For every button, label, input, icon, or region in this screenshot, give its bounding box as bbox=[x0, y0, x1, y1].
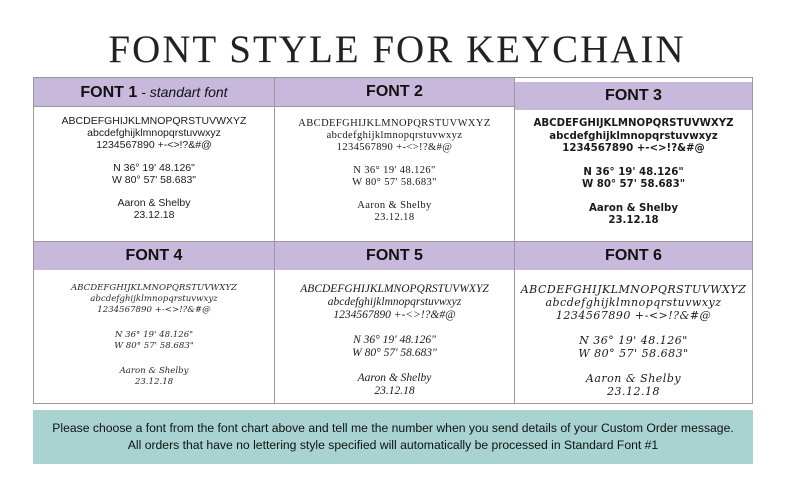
sample-numbers: 1234567890 +-<>!?&#@ bbox=[96, 139, 212, 151]
sample-lat: N 36° 19' 48.126" bbox=[353, 165, 436, 176]
font-5-header bbox=[275, 242, 514, 270]
sample-lon: W 80° 57' 58.683" bbox=[111, 174, 197, 186]
sample-lowercase: abcdefghijklmnopqrstuvwxyz bbox=[327, 296, 462, 308]
font-5-label: FONT 5 bbox=[366, 247, 423, 264]
sample-numbers: 1234567890 +-<>!?&#@ bbox=[562, 143, 705, 154]
font-2-sample bbox=[275, 106, 514, 241]
sample-names: Aaron & Shelby bbox=[357, 372, 432, 384]
font-3-label: FONT 3 bbox=[605, 87, 662, 104]
sample-numbers: 1234567890 +-<>!?&#@ bbox=[97, 305, 211, 315]
font-1-cell bbox=[34, 78, 274, 241]
font-3-header bbox=[515, 82, 752, 110]
sample-date: 23.12.18 bbox=[133, 209, 175, 221]
sample-date: 23.12.18 bbox=[608, 215, 659, 226]
sample-lat: N 36° 19' 48.126" bbox=[353, 334, 436, 346]
sample-uppercase: ABCDEFGHIJKLMNOPQRSTUVWXYZ bbox=[533, 118, 734, 129]
sample-lowercase: abcdefghijklmnopqrstuvwxyz bbox=[90, 294, 218, 304]
sample-names: Aaron & Shelby bbox=[357, 200, 432, 211]
sample-numbers: 1234567890 +-<>!?&#@ bbox=[555, 309, 712, 322]
sample-lowercase: abcdefghijklmnopqrstuvwxyz bbox=[545, 296, 722, 309]
sample-names: Aaron & Shelby bbox=[585, 372, 682, 385]
font-3-cell bbox=[515, 78, 752, 241]
instructions-note bbox=[33, 410, 753, 464]
sample-numbers: 1234567890 +-<>!?&#@ bbox=[336, 142, 453, 153]
font-4-sample bbox=[34, 270, 274, 403]
sample-names: Aaron & Shelby bbox=[589, 202, 678, 214]
font-1-sample bbox=[34, 106, 274, 241]
sample-date: 23.12.18 bbox=[374, 212, 415, 223]
font-1-sub: - standart font bbox=[137, 84, 228, 100]
font-6-label: FONT 6 bbox=[605, 247, 662, 264]
font-1-header bbox=[34, 78, 274, 106]
sample-names: Aaron & Shelby bbox=[117, 197, 191, 209]
sample-numbers: 1234567890 +-<>!?&#@ bbox=[333, 309, 456, 321]
sample-lat: N 36° 19' 48.126" bbox=[579, 334, 688, 347]
sample-names: Aaron & Shelby bbox=[119, 366, 189, 376]
sample-uppercase: ABCDEFGHIJKLMNOPQRSTUVWXYZ bbox=[70, 283, 238, 293]
sample-uppercase: ABCDEFGHIJKLMNOPQRSTUVWXYZ bbox=[300, 283, 489, 295]
font-2-cell bbox=[275, 78, 514, 241]
font-6-cell bbox=[515, 242, 752, 403]
font-chart bbox=[33, 77, 753, 404]
font-6-sample bbox=[515, 270, 752, 403]
font-4-cell bbox=[34, 242, 274, 403]
sample-date: 23.12.18 bbox=[134, 377, 174, 387]
sample-lowercase: abcdefghijklmnopqrstuvwxyz bbox=[549, 130, 718, 142]
font-2-label: FONT 2 bbox=[366, 83, 423, 100]
sample-lon: W 80° 57' 58.683" bbox=[578, 347, 689, 360]
note-line-1: Please choose a font from the font chart above and tell me the number when you send details of your Custom Order message. bbox=[52, 421, 734, 435]
page-title: FONT STYLE FOR KEYCHAIN bbox=[108, 28, 686, 71]
sample-date: 23.12.18 bbox=[607, 385, 660, 398]
font-5-cell bbox=[275, 242, 514, 403]
sample-date: 23.12.18 bbox=[374, 385, 415, 397]
sample-lon: W 80° 57' 58.683" bbox=[581, 179, 686, 190]
sample-lon: W 80° 57' 58.683" bbox=[352, 347, 437, 359]
sample-lon: W 80° 57' 58.683" bbox=[114, 341, 194, 351]
sample-uppercase: ABCDEFGHIJKLMNOPQRSTUVWXYZ bbox=[298, 118, 491, 129]
sample-uppercase: ABCDEFGHIJKLMNOPQRSTUVWXYZ bbox=[520, 283, 747, 296]
font-3-sample bbox=[515, 110, 752, 241]
sample-lowercase: abcdefghijklmnopqrstuvwxyz bbox=[326, 130, 463, 141]
sample-lat: N 36° 19' 48.126" bbox=[113, 162, 195, 174]
font-5-sample bbox=[275, 270, 514, 403]
font-4-header bbox=[34, 242, 274, 270]
font-1-label: FONT 1 bbox=[80, 84, 138, 101]
font-6-header bbox=[515, 242, 752, 270]
sample-uppercase: ABCDEFGHIJKLMNOPQRSTUVWXYZ bbox=[61, 115, 247, 127]
font-2-header bbox=[275, 78, 514, 106]
sample-lon: W 80° 57' 58.683" bbox=[352, 177, 437, 188]
note-line-2: All orders that have no lettering style specified will automatically be processed in Standard Font #1 bbox=[127, 438, 659, 452]
font-4-label: FONT 4 bbox=[125, 247, 183, 264]
sample-lat: N 36° 19' 48.126" bbox=[114, 330, 194, 340]
sample-lat: N 36° 19' 48.126" bbox=[583, 166, 684, 178]
sample-lowercase: abcdefghijklmnopqrstuvwxyz bbox=[87, 127, 221, 139]
